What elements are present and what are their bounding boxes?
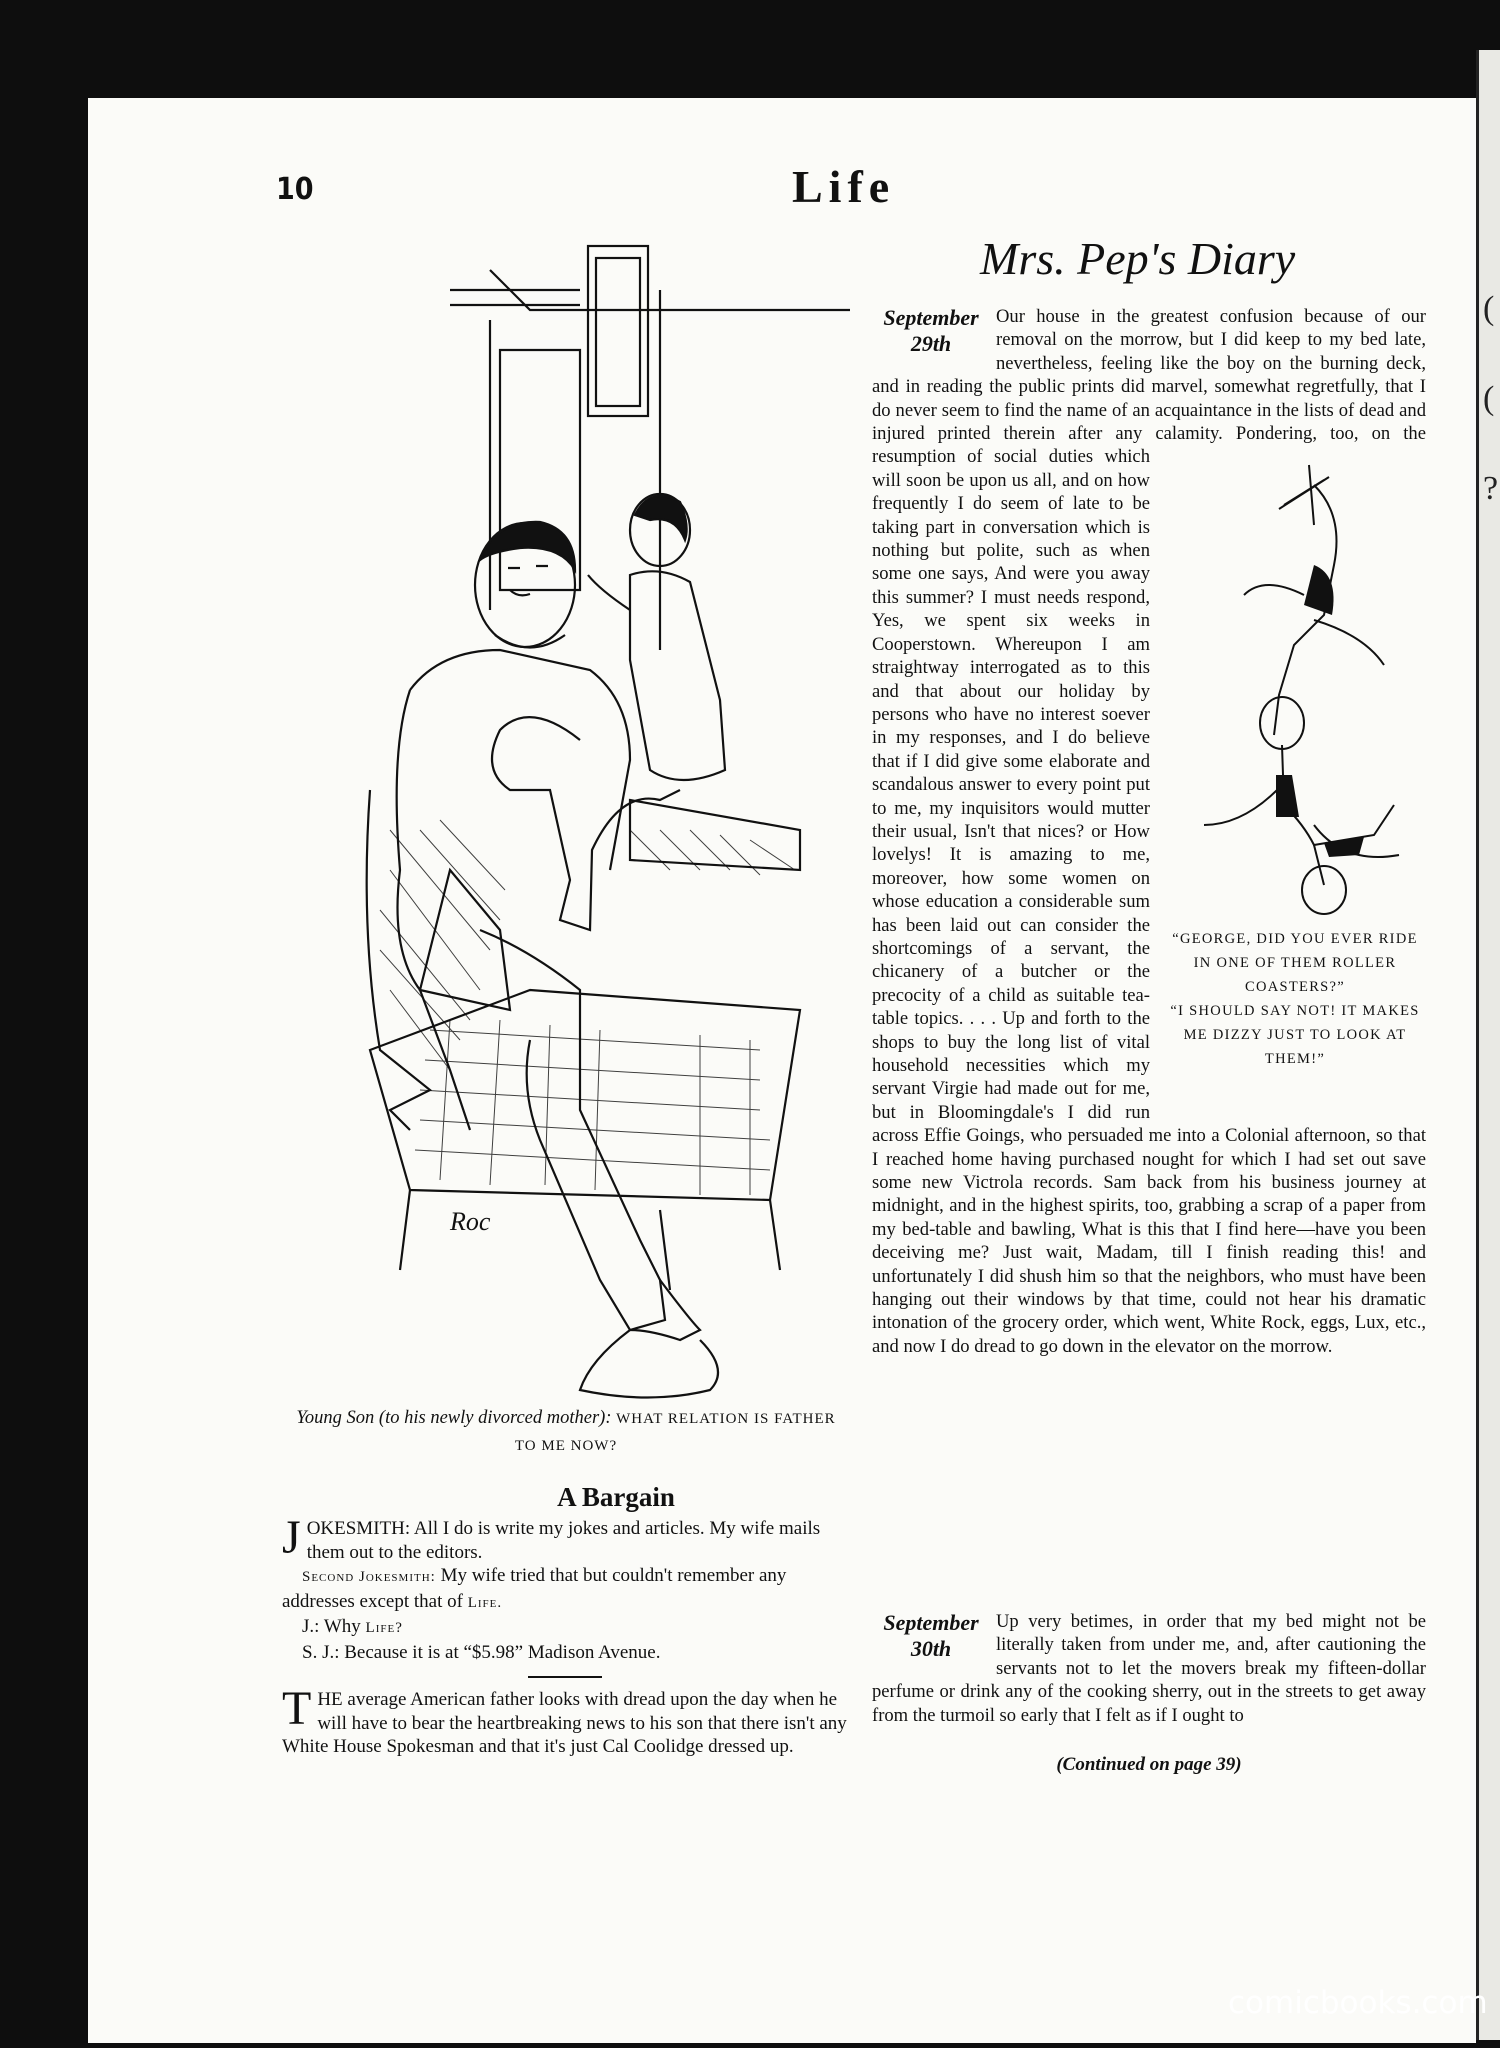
bargain-speaker-4: S. J.: <box>302 1641 340 1663</box>
entry-2-day: 30th <box>910 1636 952 1661</box>
bargain-line-3: Why <box>319 1616 366 1637</box>
entry-2-date <box>872 1610 990 1662</box>
acrobat-caption-2: “I SHOULD SAY NOT! IT MAKES ME DIZZY JUST TO LOOK AT THEM!” <box>1170 1003 1420 1068</box>
bargain-joke <box>282 1511 862 1664</box>
entry-2-text: Up very betimes, in order that my bed might not be literally taken from under me, and, after cautioning the servants not to let the movers break my fifteen-dollar perfume or drink any of the cooking sherry, out in the streets to get away from the turmoil so early that I felt as if I ought to <box>872 1611 1426 1726</box>
caption-italic: Young Son (to his newly divorced mother): <box>296 1408 612 1428</box>
father-drop-cap: T <box>282 1682 312 1735</box>
entry-1-date <box>872 305 990 357</box>
acrobat-caption <box>1164 927 1426 1071</box>
acrobat-caption-1: “GEORGE, DID YOU EVER RIDE IN ONE OF THEM ROLLER COASTERS?” <box>1172 931 1418 996</box>
bargain-line-4: Because it is at “$5.98” Madison Avenue. <box>339 1641 661 1663</box>
section-divider <box>528 1676 602 1678</box>
next-page-edge: ( ( ? <box>1476 50 1500 2040</box>
illustration-caption <box>286 1405 846 1459</box>
entry-1-day: 29th <box>910 331 952 356</box>
bargain-speaker-2: Second Jokesmith: <box>302 1569 436 1585</box>
bargain-heading: A Bargain <box>557 1482 675 1512</box>
page-number: 10 <box>276 172 314 207</box>
entry-2-month: September <box>883 1610 979 1635</box>
svg-text:Roc: Roc <box>450 1207 491 1236</box>
mother-son-illustration <box>330 230 850 1400</box>
diary-entry-2 <box>872 1610 1426 1727</box>
father-text: average American father looks with dread upon the day when he will have to bear the heartbreaking news to his son that there isn't any White House Spokesman and that it's just Cal Coolidge dressed up. <box>282 1689 847 1757</box>
bargain-life-2: Life? <box>365 1620 403 1636</box>
entry-1-month: September <box>883 305 979 330</box>
bargain-line-1: All I do is write my jokes and articles. My wife mails them out to the editors. <box>306 1518 821 1563</box>
diary-title: Mrs. Pep's Diary <box>980 233 1296 284</box>
bargain-line-2: My wife tried that but couldn't remember any addresses except that of <box>282 1565 787 1612</box>
bargain-speaker-1: OKESMITH: <box>306 1518 411 1539</box>
acrobat-illustration <box>1164 445 1426 915</box>
site-watermark: comicbooks.com <box>1228 1985 1488 2021</box>
continued-note: (Continued on page 39) <box>1056 1754 1242 1775</box>
father-lead: HE <box>317 1689 343 1710</box>
diary-entry-1 <box>872 305 1426 1358</box>
bargain-speaker-3: J.: <box>302 1616 320 1637</box>
bargain-life-1: Life. <box>467 1594 503 1611</box>
caption-caps: WHAT RELATION IS FATHER TO ME NOW? <box>514 1411 836 1454</box>
acrobat-cartoon <box>1164 445 1426 1110</box>
entry-1-text-b: will soon be upon us all, and on how frequently I do seem of late to be taking part in conversation which is nothing but polite, such as when some one says, And were you away this summer? I must needs respond, Yes, we spent six weeks in Cooperstown. Whereupon I am straightway interrogated as to this and that about our holiday by persons who have no interest soever in my responses, and I do believe that if I did give some elaborate and scandalous answer to every point put to me, my inquisitors would mutter their usual, Isn't that nices? or How lovelys! It is amazing to me, moreover, how some women on whose education a considerable sum has been laid out can consider the shortcomings of a servant, the chicanery of a butcher or the precocity of a child as suitable tea-table topics. . . . Up and forth to the shops to buy the long list of vital household necessities which my servant Virgie had made out for me, but in Bloomingdale's I did run across Effie Goings, who persuaded me into a Colonial afternoon, so that I reached home having purchased nought for which I had set out save some new Victrola records. Sam back from his business journey at midnight, and in the highest spirits, too, grabbing a scrap of a paper from my bed-table and bawling, What is this that I find here—have you been deceiving me? Just wait, Madam, till I finish reading this! and unfortunately I did shush him so that the neighbors, who must have been hanging out their windows by that time, could not hear his dramatic intonation of the grocery order, which went, White Rock, eggs, Lux, etc., and now I do dread to go down in the elevator on the morrow. <box>872 469 1426 1357</box>
masthead: Life <box>792 161 896 212</box>
father-paragraph <box>282 1682 862 1759</box>
entry-1-text-a: Our house in the greatest confusion because of our removal on the morrow, but I did keep to my bed late, nevertheless, feeling like the boy on the burning deck, and in reading the public prints did marvel, somewhat regretfully, that I do never seem to find the name of an acquaintance in the lists of dead and injured printed therein after any calamity. Pondering, too, on the resumption of social duties which <box>872 306 1426 468</box>
bargain-drop-cap: J <box>282 1511 301 1564</box>
